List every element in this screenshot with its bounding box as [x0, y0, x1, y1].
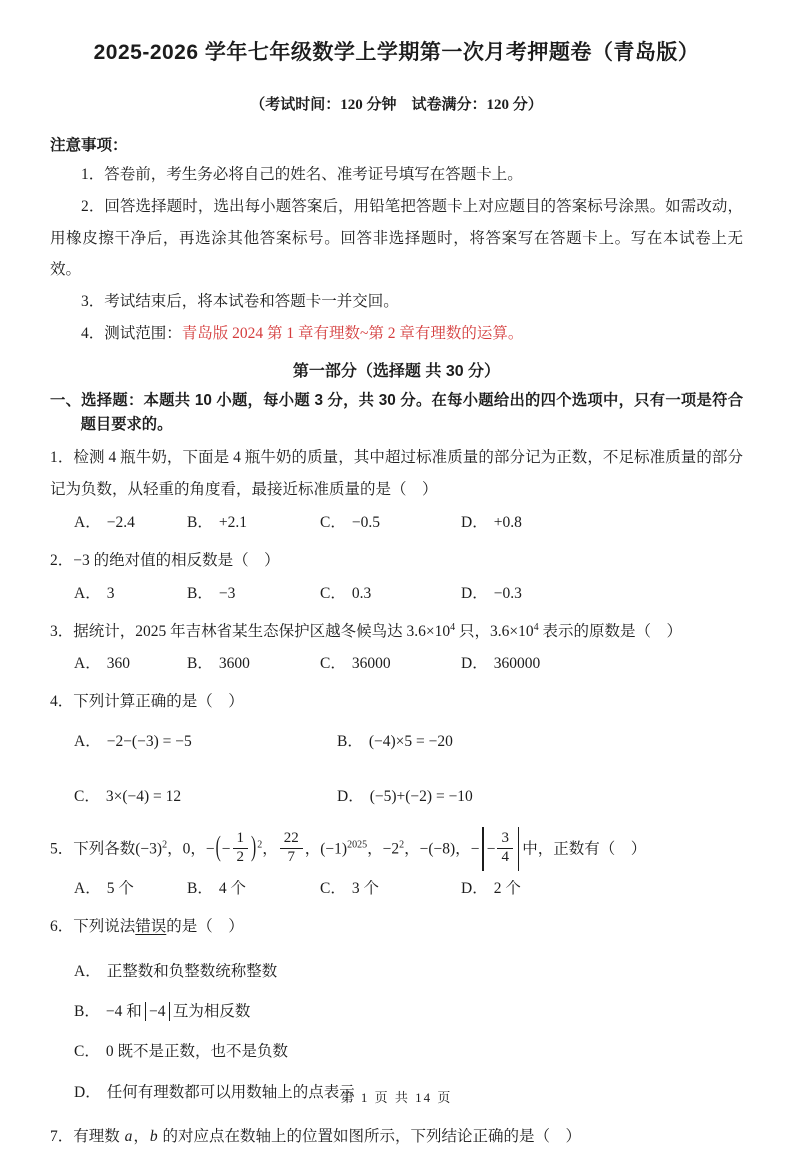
text-segment: +2.1	[218, 513, 247, 531]
fraction	[280, 830, 303, 866]
text-segment: a	[124, 1127, 133, 1145]
text-segment: ，	[404, 840, 420, 858]
option-label: A．	[74, 584, 101, 602]
option-B	[187, 578, 320, 609]
option-label: A．	[74, 655, 101, 673]
text-segment: 4．测试范围：	[81, 325, 182, 343]
notice-item	[50, 286, 743, 318]
exponent: 4	[450, 621, 456, 633]
option-content	[219, 655, 250, 672]
text-segment: −2	[382, 840, 400, 858]
option-D	[337, 781, 743, 812]
question-2	[50, 545, 743, 609]
absolute-value-bar	[169, 1002, 170, 1021]
text-segment: 36000	[351, 655, 391, 673]
text-segment: 2．	[50, 551, 74, 569]
option-label: B．	[187, 880, 213, 898]
option-content	[352, 655, 391, 672]
exponent: 2025	[347, 839, 368, 851]
exponent: 4	[533, 621, 539, 633]
text-segment: −(−8)	[419, 840, 456, 858]
text-segment: 互为相反数	[172, 1003, 251, 1021]
text-segment: 4．下列计算正确的是（ ）	[50, 693, 244, 711]
option-content	[494, 514, 522, 531]
text-segment: 只，	[455, 622, 491, 640]
question-stem	[50, 686, 743, 718]
option-content	[494, 655, 541, 672]
text-segment: (	[215, 831, 221, 864]
option-content	[107, 585, 115, 602]
option-content	[107, 880, 134, 897]
question-stem	[50, 616, 743, 648]
option-label: C．	[320, 880, 346, 898]
question-stem	[50, 442, 743, 506]
option-label: B．	[187, 584, 213, 602]
fraction-denominator: 4	[497, 848, 513, 866]
text-segment: −3	[218, 584, 236, 602]
text-segment: 3	[106, 584, 115, 602]
option-content	[107, 655, 130, 672]
text-segment: ，	[262, 840, 278, 858]
exam-time-score: （考试时间：120 分钟 试卷满分：120 分）	[250, 97, 543, 114]
option-A	[74, 578, 187, 609]
option-label: B．	[187, 513, 213, 531]
text-segment: (−3)	[135, 840, 163, 858]
text-segment: −0.5	[351, 513, 380, 531]
option-label: B．	[337, 733, 363, 751]
option-label: C．	[320, 584, 346, 602]
text-segment: ，	[167, 840, 183, 858]
text-segment: 的绝对值的相反数是（ ）	[89, 551, 280, 569]
question-stem	[50, 1121, 743, 1153]
option-A	[74, 960, 743, 983]
question-options	[50, 873, 743, 904]
fraction-denominator: 7	[280, 848, 303, 866]
question-options	[50, 578, 743, 609]
option-B	[187, 507, 320, 538]
fraction-numerator: 22	[283, 830, 299, 847]
notice-list	[50, 159, 743, 350]
text-segment: 错误	[135, 918, 167, 936]
section-intro: 一、选择题：本题共 10 小题，每小题 3 分，共 30 分。在每小题给出的四个选项中，只有一项是符合题目要求的。	[50, 391, 743, 433]
text-segment: ，	[133, 1127, 149, 1145]
text-segment: 0	[105, 1043, 118, 1061]
absolute-value-bar	[145, 1002, 146, 1021]
question-options	[50, 726, 743, 812]
text-segment: 3.6×10	[490, 622, 534, 640]
option-content	[219, 880, 246, 897]
text-segment: 4	[218, 880, 227, 898]
option-B	[74, 1000, 743, 1023]
text-segment: 3．据统计，2025 年吉林省某生态保护区越冬候鸟达	[50, 622, 407, 640]
text-segment: ，	[367, 840, 383, 858]
question-1	[50, 442, 743, 538]
option-content	[107, 733, 192, 750]
page-title: 2025-2026 学年七年级数学上学期第一次月考押题卷（青岛版）	[93, 41, 700, 64]
option-label: C．	[74, 1043, 100, 1061]
option-label: C．	[74, 788, 100, 806]
option-D	[461, 873, 743, 904]
text-segment: 个	[359, 880, 379, 898]
text-segment: −	[205, 840, 215, 858]
option-B	[337, 726, 743, 757]
text-segment: 0.3	[351, 584, 372, 602]
option-content	[219, 585, 236, 602]
question-7	[50, 1121, 743, 1153]
option-content	[107, 514, 135, 531]
exponent: 2	[257, 839, 263, 851]
option-content	[106, 1003, 251, 1020]
text-segment: 3600	[218, 655, 250, 673]
text-segment: 7．有理数	[50, 1127, 124, 1145]
text-segment: 个	[501, 880, 521, 898]
question-6	[50, 911, 743, 1104]
text-segment: )	[251, 831, 257, 864]
question-stem	[50, 545, 743, 577]
text-segment: −3	[73, 551, 90, 569]
option-C	[320, 507, 461, 538]
text-segment: 的是（ ）	[166, 918, 244, 936]
text-segment: −2−(−3) = −5	[106, 733, 192, 751]
exponent: 2	[162, 839, 168, 851]
fraction-denominator: 2	[233, 848, 249, 866]
notice-item	[50, 191, 743, 286]
text-segment: 任何有理数都可以用数轴上的点表示	[106, 1083, 355, 1101]
questions	[50, 442, 743, 1152]
page-number: 第 1 页 共 14 页	[340, 1090, 453, 1105]
option-label: A．	[74, 880, 101, 898]
option-label: D．	[74, 1083, 101, 1101]
notice-heading: 注意事项：	[50, 137, 128, 155]
option-label: D．	[461, 880, 488, 898]
option-content	[352, 514, 380, 531]
option-label: B．	[74, 1003, 100, 1021]
text-segment: b	[149, 1127, 158, 1145]
option-label: D．	[461, 584, 488, 602]
text-segment: 360	[106, 655, 130, 673]
text-segment: 5．下列各数	[50, 840, 136, 858]
option-D	[461, 648, 743, 679]
text-segment: 正整数和负整数统称整数	[106, 962, 278, 980]
text-segment: 0	[182, 840, 191, 858]
option-A	[74, 648, 187, 679]
fraction-numerator: 3	[501, 830, 509, 847]
option-label: C．	[320, 655, 346, 673]
text-segment: −0.3	[493, 584, 522, 602]
text-segment: (−4)×5 = −20	[368, 733, 453, 751]
text-segment: 6．下列说法	[50, 918, 136, 936]
option-label: A．	[74, 513, 101, 531]
option-label: D．	[461, 513, 488, 531]
option-label: D．	[461, 655, 488, 673]
option-A	[74, 726, 337, 757]
text-segment: −	[486, 840, 496, 858]
option-C	[320, 648, 461, 679]
text-segment: 的对应点在数轴上的位置如图所示，下列结论正确的是（ ）	[158, 1127, 582, 1145]
exponent: 2	[399, 839, 405, 851]
option-label: A．	[74, 733, 101, 751]
option-label: A．	[74, 962, 101, 980]
text-segment: −2.4	[106, 513, 135, 531]
option-C	[74, 1040, 743, 1063]
text-segment: −4	[149, 1003, 166, 1021]
question-5	[50, 828, 743, 904]
absolute-value-bar	[518, 827, 519, 871]
text-segment: +0.8	[493, 513, 522, 531]
text-segment: 表示的原数是（ ）	[538, 622, 683, 640]
question-stem	[50, 911, 743, 943]
text-segment: 既不是正数，也不是负数	[117, 1043, 288, 1061]
option-content	[106, 788, 181, 805]
option-C	[320, 578, 461, 609]
option-A	[74, 873, 187, 904]
fraction	[233, 830, 249, 866]
option-content	[352, 880, 379, 897]
question-3	[50, 616, 743, 680]
option-label: C．	[320, 513, 346, 531]
notice-item	[50, 159, 743, 191]
fraction	[497, 830, 513, 866]
text-segment: ，	[304, 840, 321, 858]
text-segment: (−1)	[320, 840, 348, 858]
option-D	[461, 578, 743, 609]
option-content	[369, 733, 453, 750]
option-content	[107, 963, 278, 980]
text-segment: 360000	[493, 655, 541, 673]
text-segment: 3×(−4) = 12	[105, 788, 182, 806]
option-B	[187, 873, 320, 904]
option-label: D．	[337, 788, 364, 806]
text-segment: 5	[106, 880, 115, 898]
question-stem	[50, 828, 743, 872]
notice-item	[50, 318, 743, 350]
option-C	[320, 873, 461, 904]
text-segment: 3．考试结束后，将本试卷和答题卡一并交回。	[81, 293, 399, 311]
option-content	[219, 514, 247, 531]
text-segment: 2	[493, 880, 502, 898]
option-content	[370, 788, 473, 805]
text-segment: −4	[105, 1003, 127, 1021]
option-content	[494, 585, 522, 602]
text-segment: −	[221, 840, 231, 858]
text-segment: (−5)+(−2) = −10	[369, 788, 473, 806]
text-segment: 3	[351, 880, 360, 898]
question-options	[50, 960, 743, 1104]
text-segment: ，	[455, 840, 471, 858]
text-segment: −	[470, 840, 480, 858]
question-options	[50, 648, 743, 679]
text-segment: 个	[226, 880, 246, 898]
text-segment: ，	[190, 840, 206, 858]
text-segment: 2．回答选择题时，选出每小题答案后，用铅笔把答题卡上对应题目的答案标号涂黑。如需改动，用橡皮擦干净后，再选涂其他答案标号。回答非选择题时，将答案写在答题卡上。写在本试卷上无效。	[50, 197, 743, 279]
scope-highlight: 青岛版 2024 第 1 章有理数~第 2 章有理数的运算。	[181, 325, 524, 343]
option-B	[187, 648, 320, 679]
text-segment: 3.6×10	[406, 622, 451, 640]
fraction-numerator: 1	[236, 830, 245, 847]
option-content	[494, 880, 521, 897]
option-label: B．	[187, 655, 213, 673]
text-segment: 中，正数有（ ）	[522, 840, 647, 858]
text-segment: 和	[126, 1003, 142, 1021]
option-A	[74, 507, 187, 538]
text-segment: 1．检测 4 瓶牛奶，下面是 4 瓶牛奶的质量，其中超过标准质量的部分记为正数，不足标准质量的部分记为负数，从轻重的角度看，最接近标准质量的是（ ）	[50, 449, 743, 499]
option-content	[106, 1043, 288, 1060]
text-segment: 1．答卷前，考生务必将自己的姓名、准考证号填写在答题卡上。	[81, 166, 523, 184]
question-options	[50, 507, 743, 538]
question-4	[50, 686, 743, 812]
absolute-value-bar	[482, 827, 483, 871]
option-content	[352, 585, 371, 602]
option-D	[461, 507, 743, 538]
section-heading: 第一部分（选择题 共 30 分）	[292, 362, 501, 380]
option-C	[74, 781, 337, 812]
text-segment: 个	[114, 880, 134, 898]
